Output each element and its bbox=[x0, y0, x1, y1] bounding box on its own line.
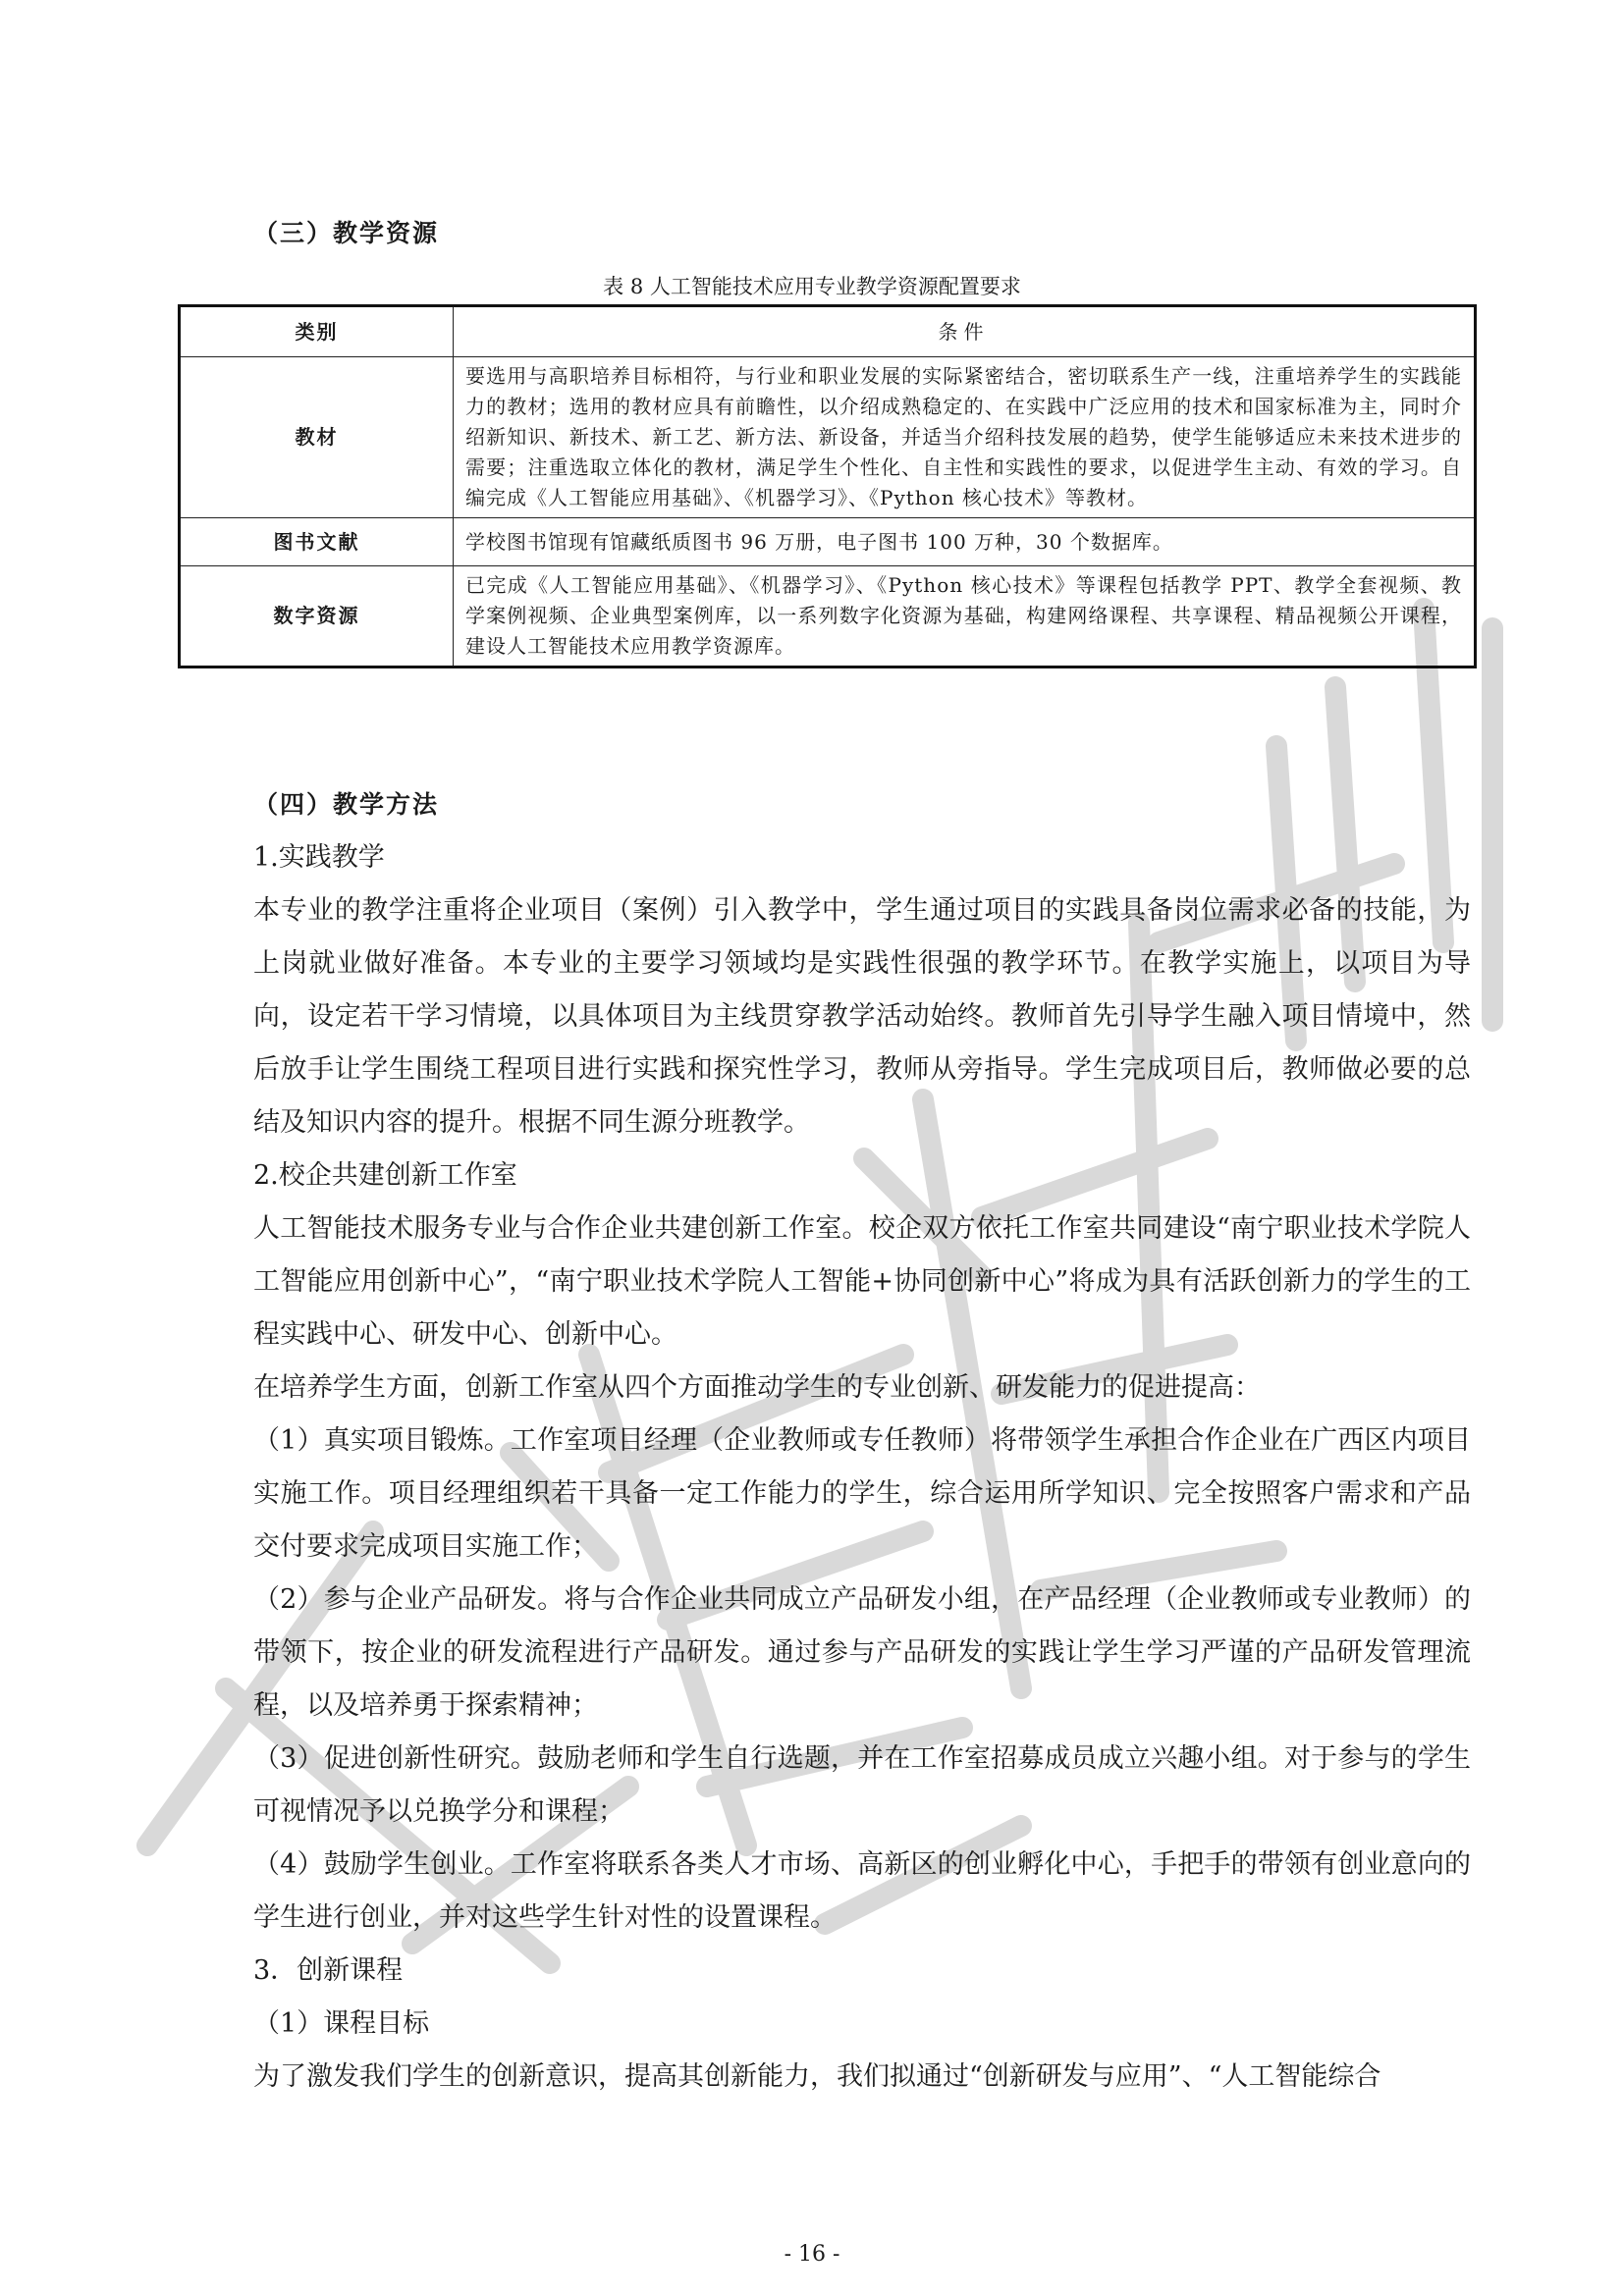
resources-table bbox=[178, 304, 1477, 668]
table-row bbox=[180, 518, 1476, 566]
paragraph-text: 在培养学生方面，创新工作室从四个方面推动学生的专业创新、研发能力的促进提高： bbox=[253, 1372, 1261, 1403]
paragraph-text: 为了激发我们学生的创新意识，提高其创新能力，我们拟通过“创新研发与应用”、“人工智能综合 bbox=[253, 2061, 1381, 2092]
table-cell-category: 数字资源 bbox=[180, 566, 454, 667]
subheading-courses: 3．创新课程 bbox=[253, 1955, 404, 1986]
table-row bbox=[180, 566, 1476, 667]
table-cell-category: 教材 bbox=[180, 357, 454, 518]
paragraph-text: 本专业的教学注重将企业项目（案例）引入教学中，学生通过项目的实践具备岗位需求必备的技能，为上岗就业做好准备。本专业的主要学习领域均是实践性很强的教学环节。在教学实施上，以项目为导向，设定若干学习情境，以具体项目为主线贯穿教学活动始终。教师首先引导学生融入项目情境中，然后放手让学生围绕工程项目进行实践和探究性学习，教师从旁指导。学生完成项目后，教师做必要的总结及知识内容的提升。根据不同生源分班教学。 bbox=[253, 895, 1471, 1138]
paragraph bbox=[253, 2051, 1471, 2104]
table-header-condition: 条件 bbox=[454, 306, 1476, 357]
section-heading-4: （四）教学方法 bbox=[253, 790, 440, 819]
paragraph-text: （1）真实项目锻炼。工作室项目经理（企业教师或专任教师）将带领学生承担合作企业在广西区内项目实施工作。项目经理组织若干具备一定工作能力的学生，综合运用所学知识、完全按照客户需求和产品交付要求完成项目实施工作； bbox=[253, 1425, 1471, 1562]
table-cell-text: 要选用与高职培养目标相符，与行业和职业发展的实际紧密结合，密切联系生产一线，注重培养学生的实践能力的教材；选用的教材应具有前瞻性，以介绍成熟稳定的、在实践中广泛应用的技术和国家标准为主，同时介绍新知识、新技术、新工艺、新方法、新设备，并适当介绍科技发展的趋势，使学生能够适应未来技术进步的需要；注重选取立体化的教材，满足学生个性化、自主性和实践性的要求，以促进学生主动、有效的学习。自编完成《人工智能应用基础》、《机器学习》、《Python 核心技术》等教材。 bbox=[454, 357, 1476, 518]
table-header-row bbox=[180, 306, 1476, 357]
paragraph-text: （2）参与企业产品研发。将与合作企业共同成立产品研发小组，在产品经理（企业教师或专业教师）的带领下，按企业的研发流程进行产品研发。通过参与产品研发的实践让学生学习严谨的产品研发管理流程，以及培养勇于探索精神； bbox=[253, 1584, 1471, 1721]
section-heading-3: （三）教学资源 bbox=[253, 219, 440, 247]
paragraph bbox=[253, 1839, 1471, 1945]
paragraph bbox=[253, 884, 1471, 1149]
subheading-practice: 1.实践教学 bbox=[253, 842, 385, 873]
subheading-course-goals: （1）课程目标 bbox=[253, 2008, 430, 2039]
paragraph-text: （4）鼓励学生创业。工作室将联系各类人才市场、高新区的创业孵化中心，手把手的带领有创业意向的学生进行创业，并对这些学生针对性的设置课程。 bbox=[253, 1849, 1471, 1933]
table-cell-text: 已完成《人工智能应用基础》、《机器学习》、《Python 核心技术》等课程包括教学 PPT、教学全套视频、教学案例视频、企业典型案例库，以一系列数字化资源为基础，构建网络课程、共享课程、精品视频公开课程，建设人工智能技术应用教学资源库。 bbox=[454, 566, 1476, 667]
paragraph bbox=[253, 1202, 1471, 1362]
paragraph bbox=[253, 1415, 1471, 1574]
table-header-category: 类别 bbox=[180, 306, 454, 357]
table-row bbox=[180, 357, 1476, 518]
page-number: - 16 - bbox=[784, 2242, 840, 2267]
table-cell-category: 图书文献 bbox=[180, 518, 454, 566]
paragraph bbox=[253, 1362, 1471, 1415]
subheading-studio: 2.校企共建创新工作室 bbox=[253, 1160, 517, 1191]
table-cell-text: 学校图书馆现有馆藏纸质图书 96 万册，电子图书 100 万种，30 个数据库。 bbox=[454, 518, 1476, 566]
paragraph-text: 人工智能技术服务专业与合作企业共建创新工作室。校企双方依托工作室共同建设“南宁职业技术学院人工智能应用创新中心”，“南宁职业技术学院人工智能+协同创新中心”将成为具有活跃创新力的学生的工程实践中心、研发中心、创新中心。 bbox=[253, 1213, 1471, 1350]
paragraph bbox=[253, 1574, 1471, 1733]
paragraph bbox=[253, 1733, 1471, 1839]
paragraph-text: （3）促进创新性研究。鼓励老师和学生自行选题，并在工作室招募成员成立兴趣小组。对于参与的学生可视情况予以兑换学分和课程； bbox=[253, 1743, 1471, 1827]
table-caption: 表 8 人工智能技术应用专业教学资源配置要求 bbox=[603, 275, 1021, 298]
